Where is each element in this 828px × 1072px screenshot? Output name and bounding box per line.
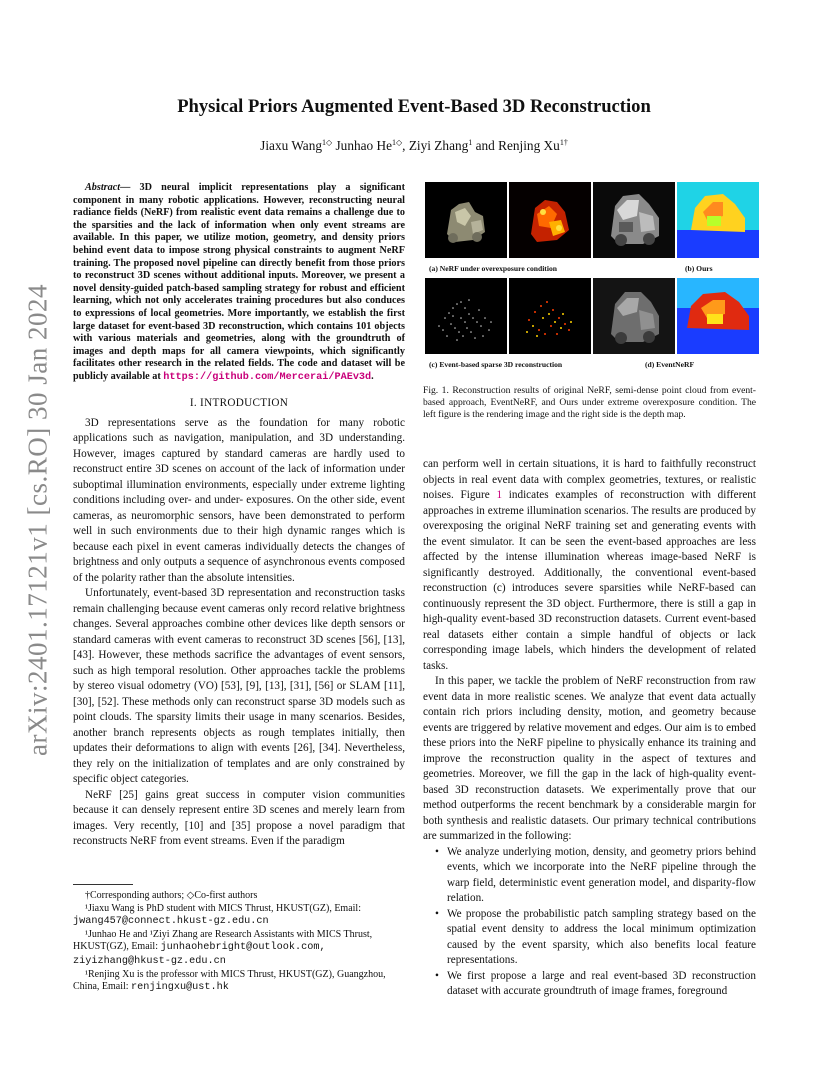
eventnerf-rendering-image (593, 278, 675, 354)
footnote-rule (73, 884, 133, 885)
arxiv-id: arXiv:2401.17121v1 [cs.RO] 30 Jan 2024 (22, 284, 53, 756)
arxiv-sidebar-stamp (18, 284, 58, 756)
author-list: Jiaxu Wang$^{1◇}$ Junhao $He^{1◇}$, Ziyi Zhang$^1$ and Renjing $Xu^{1\dagger}$ (260, 138, 568, 153)
panel-caption-c: (c) Event-based sparse 3D reconstruction (429, 360, 563, 369)
paper-title: Physical Priors Augmented Event-Based 3D Reconstruction (177, 96, 651, 117)
author-name: Ziyi Zhang (408, 138, 469, 153)
paragraph: NeRF [25] gains great success in computer vision communities because it can densely represent entire 3D scenes and merely learn from images. Very recently, [10] and [35] propose a novel paradigm that reconstructs NeRF from event streams. Even if the paradigm (73, 788, 405, 847)
sparse-point-cloud-image (425, 278, 507, 354)
paragraph: can perform well in certain situations, it is hard to faithfully reconstruct objects in real event data with complex geometries, textures, or realistic noises. Figure 1 indicates examples of reconstruction with different approaches in extreme illumination scenarios. The results are produced by overexposing the original NeRF training set and generating events with the event simulator. It can be seen the event-based approaches are less affected by the intense illumination whereas image-based NeRF is significantly destroyed. Additionally, the conventional event-based reconstruction (c) introduces severe sparsities while NeRF-based can continuously represent the 3D object. Furthermore, there is still a gap in high-quality event-based 3D reconstruction datasets. Current event-based real datasets either contain a simple handful of objects or lack corresponding image labels, which hinders the development of related tasks. (423, 458, 756, 672)
left-column (73, 182, 405, 850)
nerf-depth-map (509, 182, 591, 258)
list-item: • We analyze underlying motion, density, and geometry priors behind events, which we incorporate into the NeRF pipeline through the warp field, deterministic event generation model, and disparity-flow relation. (435, 845, 756, 904)
ours-depth-map (677, 182, 759, 258)
author-name: Jiaxu Wang (260, 138, 323, 153)
ours-rendering-image (593, 182, 675, 258)
eventnerf-depth-map (677, 278, 759, 354)
nerf-rendering-image (425, 182, 507, 258)
panel-caption-b: (b) Ours (685, 264, 713, 273)
right-column (423, 457, 756, 1000)
figure-caption: Fig. 1. Reconstruction results of original NeRF, semi-dense point cloud from event-based approach, EventNeRF, and Ours under extreme overexposure condition. The left figure is the rendering image and the right side is the depth map. (423, 385, 756, 420)
list-item: • We propose the probabilistic patch sampling strategy based on the spatial event density to address the local minimum optimization caused by the event sparsity, which also benefits local feature representations. (435, 907, 756, 966)
footnotes: †Corresponding authors; ◇Co-first authors ¹Jiaxu Wang is PhD student with MICS Thrust, HKUST(GZ), Email: jwang457@connect.hkust-gz.edu.cn ¹Junhao He and ¹Ziyi Zhang are Research Assistants with MICS Thrust, HKUST(GZ), Email: junhaohebright@outlook.com, ziyizhang@hkust-gz.edu.cn ¹Renjing Xu is the professor with MICS Thrust, HKUST(GZ), Guangzhou, China, Email: renjingxu@ust.hk (73, 890, 386, 994)
paragraph: Unfortunately, event-based 3D representation and reconstruction tasks remain challenging because event cameras only record relative brightness changes. Several approaches combine other devices like depth sensors or standard cameras with event cameras to reconstruct 3D scenes [56], [13], [43]. However, these methods sacrifice the advantages of event sensors, such as high temporal resolution. Other approaches tackle the problems by stereo visual odometry (VO) [53], [9], [13], [31], [56] or SLAM [11], [30], [52]. These methods only can reconstruct sparse 3D models such as point clouds. The sparsity limits their usage in many scenarios. Besides, another branch represents objects as rough templates initially, then updates their deformations to align with events [26], [34]. Nevertheless, they rely on the initialization of templates and are only constrained by specific object categories. (73, 587, 405, 785)
list-item: • We first propose a large and real event-based 3D reconstruction dataset with accurate groundtruth of image frames, foreground (435, 969, 756, 997)
sparse-depth-map (509, 278, 591, 354)
author-name: Renjing Xu (498, 138, 560, 153)
contribution-list (423, 845, 756, 1000)
section-heading: I. INTRODUCTION (189, 396, 289, 409)
paragraph: 3D representations serve as the foundation for many robotic applications such as navigation, manipulation, and 3D understanding. However, images captured by standard cameras are hardly used to reconstruct entire 3D scenes on account of the lack of information under suboptimal illumination environments, especially under extreme lighting conditions including over- and under- exposures. On the other side, event cameras, as neuromorphic sensors, have been demonstrated to perform well in such environments due to their high dynamic ranges which is because each pixel in event cameras individually detects the changes of brightness and only outputs a sequence of asynchronous events composed of the polarity rather than the absolute intensities. (73, 416, 405, 584)
code-repo-link[interactable]: https://github.com/Mercerai/PAEv3d (163, 371, 372, 383)
paragraph: In this paper, we tackle the problem of NeRF reconstruction from raw event data in more realistic scenes. We analyze that event data actually contain rich priors including density, motion, and geometry because events are triggered by relative movement and edges. Our aim is to embed these priors into the NeRF pipeline to physically enhance its training and improve the reconstruction quality in the aspect of textures and geometries. Moreover, we fill the gap in the lack of high-quality event-based 3D reconstruction datasets. We experimentally prove that our method outperforms the recent benchmark by a considerable margin for both synthesis and realistic datasets. Our primary technical contributions are summarized in the following: (423, 675, 756, 842)
figure-1 (423, 182, 756, 370)
panel-caption-a: (a) NeRF under overexposure condition (429, 264, 557, 273)
figure-reference-link[interactable]: 1 (496, 489, 503, 501)
panel-caption-d: (d) EventNeRF (645, 360, 695, 369)
abstract: Abstract— 3D neural implicit representations play a significant component in many robotic applications. However, reconstructing neural radiance fields (NeRF) from realistic event data remains a challenge due to the sparsities and the lack of information when only event streams are available. In this paper, we utilize motion, geometry, and density priors behind event data to impose strong physical constraints to augment NeRF training. The proposed novel pipeline can directly benefit from those priors to reconstruct 3D scenes without additional inputs. Moreover, we present a novel density-guided patch-based sampling strategy for robust and efficient learning, which not only accelerates training procedures but also conduces to expressions of local geometries. More importantly, we establish the first large dataset for event-based 3D reconstruction, which contains 101 objects with various materials and geometries, along with the groundtruth of images and depth maps for all camera viewpoints, which significantly facilitates other research in the related fields. The code and dataset will be publicly available at https://github.com/Mercerai/PAEv3d. (73, 182, 405, 383)
author-name: Junhao He (335, 138, 392, 153)
